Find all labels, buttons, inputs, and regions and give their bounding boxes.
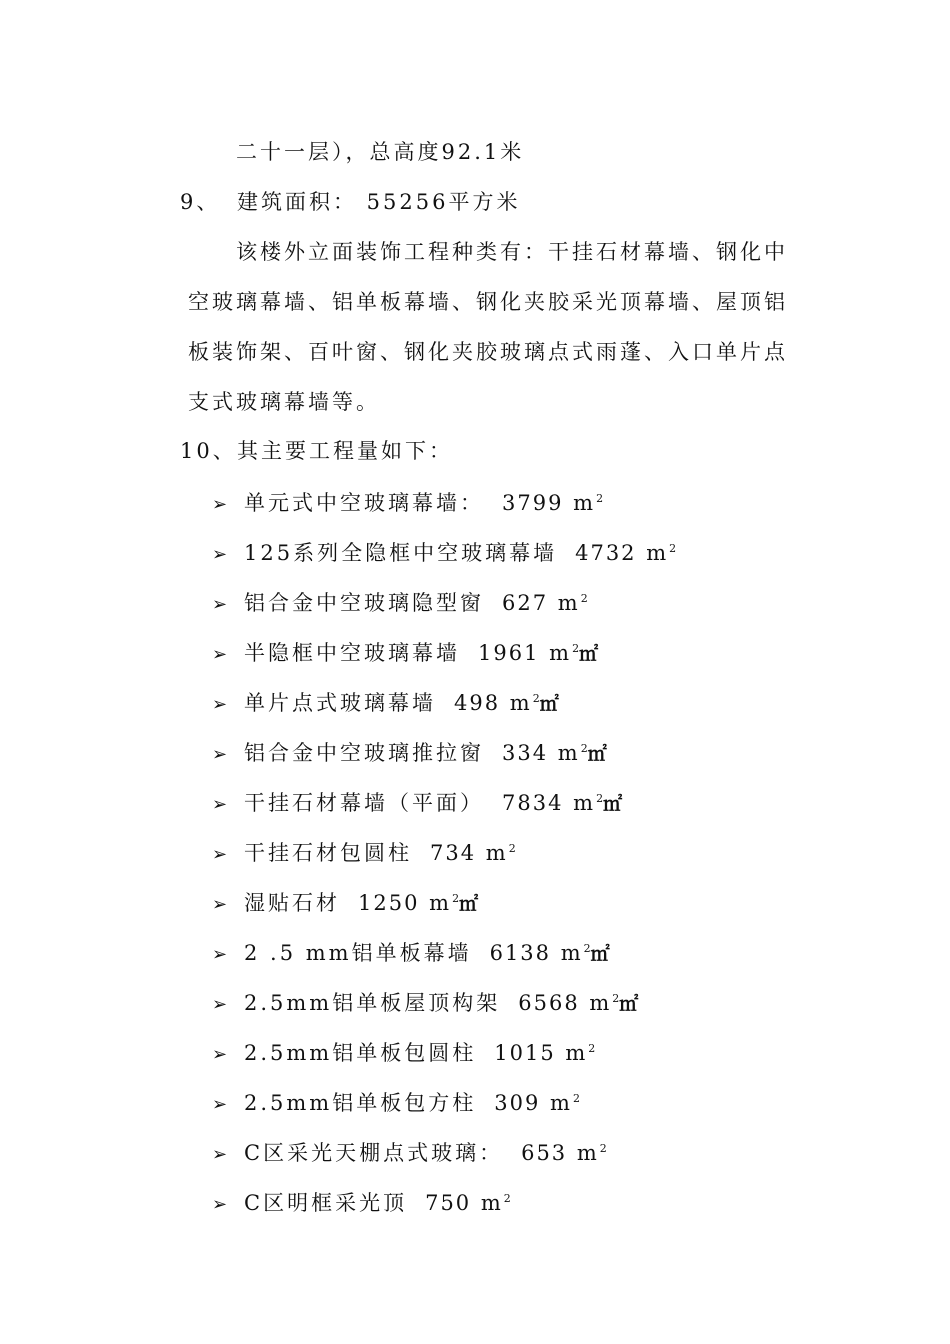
item-10 <box>180 436 453 466</box>
quantity-item-value: 653 <box>521 1141 568 1165</box>
unit-m: m <box>646 541 670 565</box>
quantity-item-name: 2.5mm铝单板屋顶构架 <box>244 991 501 1015</box>
item-9-number: 9、 <box>180 190 221 214</box>
unit-superscript: 2 <box>596 492 604 505</box>
quantity-item <box>212 734 607 770</box>
arrow-bullet-icon: ➢ <box>212 1194 228 1215</box>
paragraph-line-2: 空玻璃幕墙、铝单板幕墙、钢化夹胶采光顶幕墙、屋顶铝 <box>188 290 788 314</box>
arrow-bullet-icon: ➢ <box>212 1144 228 1165</box>
unit-m: m <box>509 691 533 715</box>
arrow-bullet-icon: ➢ <box>212 844 228 865</box>
unit-m: m <box>485 841 509 865</box>
quantity-item-name: 单元式中空玻璃幕墙： <box>244 491 484 515</box>
quantity-item-unit <box>589 991 638 1015</box>
unit-m: m <box>557 591 581 615</box>
unit-m: m <box>589 991 613 1015</box>
quantity-item-value: 334 <box>502 741 549 765</box>
unit-superscript: 2 <box>532 692 540 705</box>
unit-square-meter-symbol: ㎡ <box>619 993 639 1015</box>
quantity-item <box>212 1134 607 1170</box>
quantity-item <box>212 1184 511 1220</box>
quantity-item-value: 1250 <box>358 891 420 915</box>
unit-m: m <box>573 791 597 815</box>
unit-m: m <box>429 891 453 915</box>
arrow-bullet-icon: ➢ <box>212 544 228 565</box>
unit-superscript: 2 <box>583 942 591 955</box>
quantity-item-unit <box>486 841 516 865</box>
quantity-item-unit <box>558 741 607 765</box>
unit-square-meter-symbol: ㎡ <box>587 743 607 765</box>
quantity-item-unit <box>577 1141 607 1165</box>
quantity-item-value: 734 <box>430 841 477 865</box>
quantity-item-name: 干挂石材幕墙（平面） <box>244 791 484 815</box>
quantity-item-unit <box>561 941 610 965</box>
unit-square-meter-symbol: ㎡ <box>579 643 599 665</box>
arrow-bullet-icon: ➢ <box>212 1094 228 1115</box>
unit-superscript: 2 <box>508 842 516 855</box>
unit-square-meter-symbol: ㎡ <box>590 943 610 965</box>
unit-m: m <box>565 1041 589 1065</box>
paragraph-line-4: 支式玻璃幕墙等。 <box>188 390 380 414</box>
arrow-bullet-icon: ➢ <box>212 894 228 915</box>
arrow-bullet-icon: ➢ <box>212 744 228 765</box>
quantity-item-name: 干挂石材包圆柱 <box>244 841 412 865</box>
unit-m: m <box>480 1191 504 1215</box>
quantity-item-name: 湿贴石材 <box>244 891 340 915</box>
unit-superscript: 2 <box>503 1192 511 1205</box>
arrow-bullet-icon: ➢ <box>212 644 228 665</box>
quantity-item-unit <box>573 491 603 515</box>
arrow-bullet-icon: ➢ <box>212 1044 228 1065</box>
unit-m: m <box>550 1091 573 1115</box>
quantity-item <box>212 834 516 870</box>
quantity-item-name: C区明框采光顶 <box>244 1191 408 1215</box>
quantity-item-value: 750 <box>425 1191 472 1215</box>
unit-superscript: 2 <box>588 1042 596 1055</box>
unit-superscript: 2 <box>572 642 580 655</box>
unit-superscript: 2 <box>580 742 588 755</box>
quantity-item <box>212 484 603 520</box>
quantity-item-unit <box>510 691 559 715</box>
quantity-item-name: 2.5mm铝单板包圆柱 <box>244 1041 477 1065</box>
unit-superscript: 2 <box>572 1092 580 1105</box>
quantity-item-unit <box>429 891 478 915</box>
quantity-item-unit <box>481 1191 511 1215</box>
quantity-item-value: 4732 <box>575 541 637 565</box>
quantity-item-value: 1961 <box>478 641 540 665</box>
quantity-item <box>212 684 559 720</box>
unit-superscript: 2 <box>596 792 604 805</box>
quantity-item-name: 半隐框中空玻璃幕墙 <box>244 641 460 665</box>
quantity-item-value: 309 <box>494 1091 541 1115</box>
arrow-bullet-icon: ➢ <box>212 494 228 515</box>
quantity-item-name: 单片点式玻璃幕墙 <box>244 691 436 715</box>
quantity-item-name: 2.5mm铝单板包方柱 <box>244 1091 477 1115</box>
quantity-item-unit <box>558 591 588 615</box>
quantity-item-name: C区采光天棚点式玻璃： <box>244 1141 504 1165</box>
quantity-item-name: 铝合金中空玻璃隐型窗 <box>244 591 484 615</box>
quantity-item-name: 铝合金中空玻璃推拉窗 <box>244 741 484 765</box>
unit-m: m <box>557 741 581 765</box>
continuation-line: 二十一层），总高度92.1米 <box>236 140 525 164</box>
quantity-item-value: 498 <box>454 691 501 715</box>
quantity-item-value: 7834 <box>502 791 564 815</box>
item-9 <box>180 187 520 217</box>
quantity-item <box>212 1034 595 1070</box>
unit-square-meter-symbol: ㎡ <box>459 893 479 915</box>
quantity-item <box>212 584 588 620</box>
quantity-item <box>212 1084 580 1120</box>
quantity-item-unit <box>550 1091 580 1115</box>
arrow-bullet-icon: ➢ <box>212 994 228 1015</box>
unit-superscript: 2 <box>452 892 460 905</box>
item-9-text: 建筑面积： 55256平方米 <box>237 190 521 214</box>
unit-square-meter-symbol: ㎡ <box>603 793 623 815</box>
quantity-item-unit <box>549 641 598 665</box>
item-10-number: 10、 <box>180 439 237 463</box>
unit-superscript: 2 <box>580 592 588 605</box>
arrow-bullet-icon: ➢ <box>212 594 228 615</box>
quantity-item-value: 6568 <box>518 991 580 1015</box>
quantity-item-value: 6138 <box>489 941 552 965</box>
quantity-item-value: 627 <box>502 591 549 615</box>
paragraph-line-3: 板装饰架、百叶窗、钢化夹胶玻璃点式雨蓬、入口单片点 <box>188 340 788 364</box>
quantity-item <box>212 634 598 670</box>
arrow-bullet-icon: ➢ <box>212 944 228 965</box>
unit-superscript: 2 <box>599 1142 607 1155</box>
quantity-item <box>212 784 622 820</box>
quantity-item <box>212 534 676 570</box>
unit-m: m <box>573 491 597 515</box>
quantity-item-unit <box>646 541 676 565</box>
quantity-item <box>212 884 478 920</box>
unit-m: m <box>576 1141 600 1165</box>
paragraph-line-1: 该楼外立面装饰工程种类有：干挂石材幕墙、钢化中 <box>236 240 788 264</box>
item-10-text: 其主要工程量如下： <box>237 439 453 463</box>
quantity-item-name: 2 .5 mm铝单板幕墙 <box>244 941 472 965</box>
unit-square-meter-symbol: ㎡ <box>539 693 559 715</box>
quantity-item-value: 3799 <box>502 491 564 515</box>
unit-superscript: 2 <box>669 542 677 555</box>
unit-m: m <box>560 941 584 965</box>
unit-m: m <box>549 641 573 665</box>
arrow-bullet-icon: ➢ <box>212 694 228 715</box>
quantity-item <box>212 934 610 970</box>
unit-superscript: 2 <box>612 992 620 1005</box>
quantity-item <box>212 984 638 1020</box>
quantity-item-unit <box>565 1041 595 1065</box>
arrow-bullet-icon: ➢ <box>212 794 228 815</box>
quantity-item-name: 125系列全隐框中空玻璃幕墙 <box>244 541 558 565</box>
quantity-item-unit <box>573 791 622 815</box>
quantity-item-value: 1015 <box>494 1041 556 1065</box>
